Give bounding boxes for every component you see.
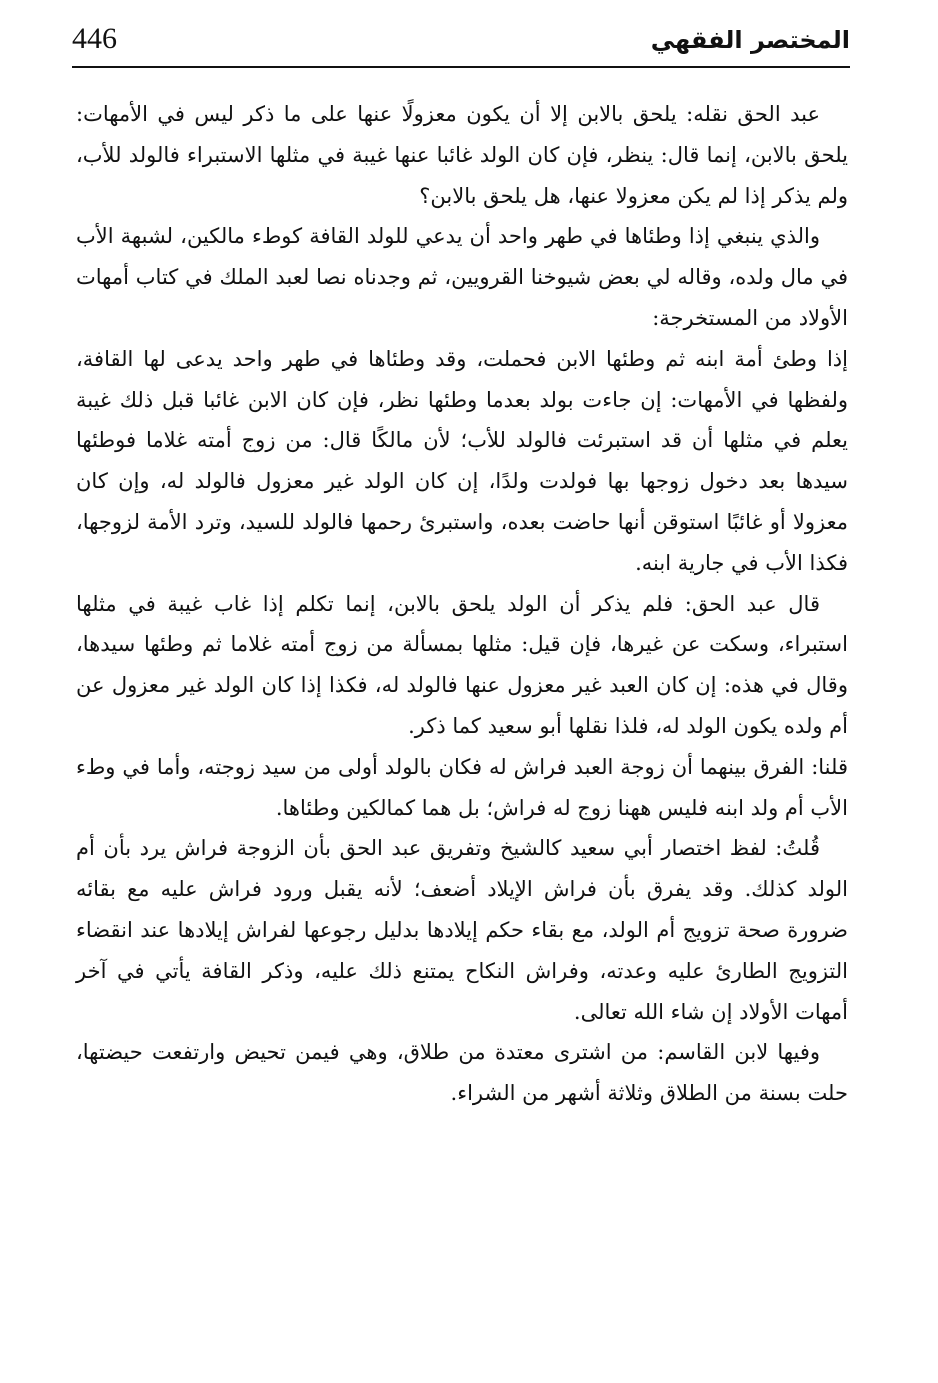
page-header bbox=[72, 22, 850, 68]
paragraph: قال عبد الحق: فلم يذكر أن الولد يلحق بالابن، إنما تكلم إذا غاب غيبة في مثلها استبراء، وسكت عن غيرها، فإن قيل: مثلها بمسألة من زوج أمته غلاما ثم وطئها سيدها، وقال في هذه: إن كان العبد غير معزول عنها فالولد له، فكذا إذا كان الولد غير معزول عن أم ولده يكون الولد له، فلذا نقلها أبو سعيد كما ذكر. bbox=[76, 591, 848, 738]
paragraph: عبد الحق نقله: يلحق بالابن إلا أن يكون معزولًا عنها على ما ذكر ليس في الأمهات: يلحق بالابن، إنما قال: ينظر، فإن كان الولد غائبا عنها غيبة في مثلها الاستبراء فالولد للأب، ولم يذكر إذا لم يكن معزولا عنها، هل يلحق بالابن؟ bbox=[76, 102, 848, 208]
header-rule bbox=[72, 66, 850, 68]
paragraph: وفيها لابن القاسم: من اشترى معتدة من طلاق، وهي فيمن تحيض وارتفعت حيضتها، حلت بسنة من الطلاق وثلاثة أشهر من الشراء. bbox=[76, 1040, 848, 1106]
page-number: 446 bbox=[72, 22, 117, 55]
paragraph: قلنا: الفرق بينهما أن زوجة العبد فراش له فكان بالولد أولى من سيد زوجته، وأما في وطء الأب أم ولد ابنه فليس ههنا زوج له فراش؛ بل هما كمالكين وطئاها. bbox=[76, 754, 848, 820]
paragraph: والذي ينبغي إذا وطئاها في طهر واحد أن يدعي للولد القافة كوطء مالكين، لشبهة الأب في مال ولده، وقاله لي بعض شيوخنا القرويين، ثم وجدناه نصا لعبد الملك في كتاب أمهات الأولاد من المستخرجة: bbox=[76, 224, 848, 330]
paragraph: قُلتُ: لفظ اختصار أبي سعيد كالشيخ وتفريق عبد الحق بأن الزوجة فراش يرد بأن أم الولد كذلك. وقد يفرق بأن فراش الإيلاد أضعف؛ لأنه يقبل ورود فراش عليه مع بقائه ضرورة صحة تزويج أم الولد، مع بقاء حكم إيلادها بدليل رجوعها لفراش إيلادها عند انقضاء التزويج الطارئ عليه وعدته، وفراش النكاح يمتنع ذلك عليه، وذكر القافة يأتي في آخر أمهات الأولاد إن شاء الله تعالى. bbox=[76, 836, 848, 1024]
body-text bbox=[76, 94, 848, 1114]
paragraph: إذا وطئ أمة ابنه ثم وطئها الابن فحملت، وقد وطئاها في طهر واحد يدعى لها القافة، ولفظها في الأمهات: إن جاءت بولد بعدما وطئها نظر، فإن كان الابن غائبا قبل ذلك غيبة يعلم في مثلها أن قد استبرئت فالولد للأب؛ لأن مالكًا قال: من زوج أمته غلاما فوطئها سيدها بعد دخول زوجها بها فولدت ولدًا، إن كان الولد غير معزول فالولد له، وإن كان معزولا أو غائبًا استوقن أنها حاضت بعده، واستبرئ رحمها فالولد للسيد، وترد الأمة لزوجها، فكذا الأب في جارية ابنه. bbox=[76, 346, 848, 575]
running-title: المختصر الفقهي bbox=[650, 26, 850, 54]
